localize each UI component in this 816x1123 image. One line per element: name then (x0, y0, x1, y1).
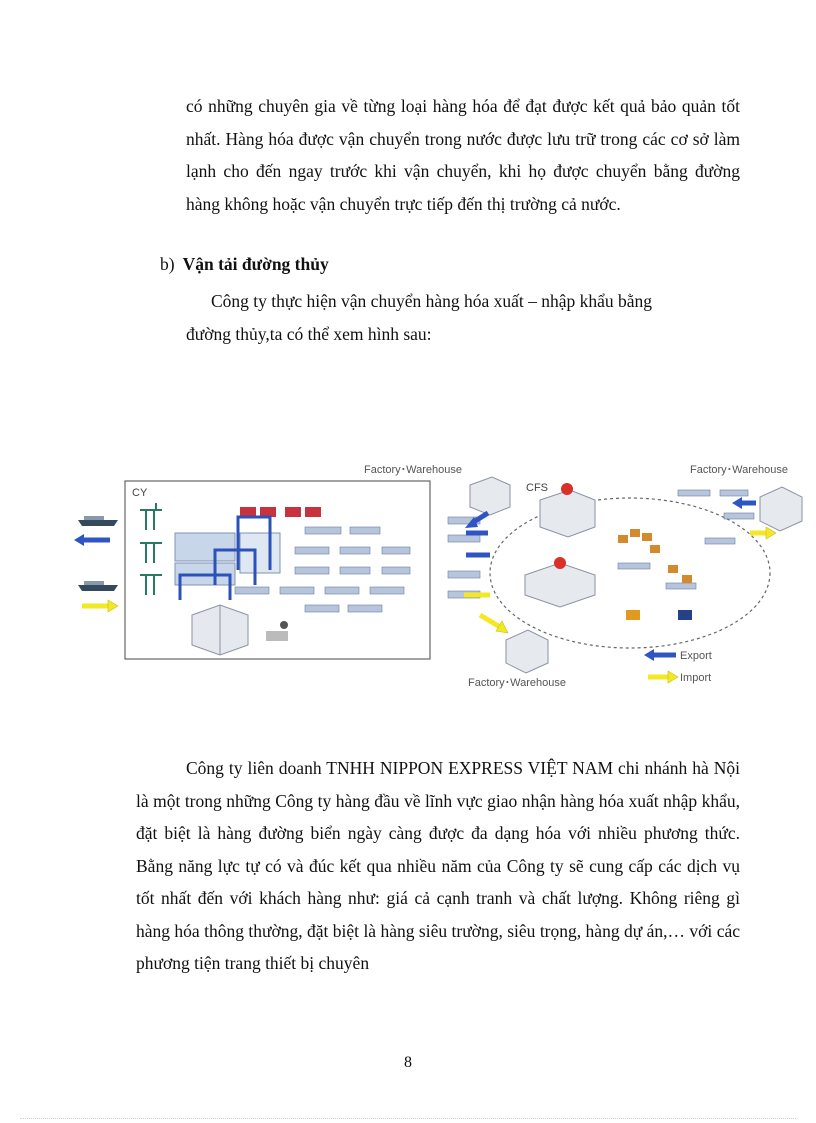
export-arrowhead-right (732, 497, 742, 509)
operator-icon (266, 621, 288, 641)
warehouse-label-top-left: Factory･Warehouse (364, 464, 463, 476)
section-title: Vận tải đường thủy (182, 254, 329, 274)
warehouse-label-bottom: Factory･Warehouse (468, 677, 567, 689)
export-arrowhead-left (74, 534, 84, 546)
paragraph-1: có những chuyên gia về từng loại hàng hóa để đạt được kết quả bảo quản tốt nhất. Hàng hóa được vận chuyển trong nước được lưu trữ trong các cơ sở làm lạnh cho đến ngay trước khi vận chuyển, khi họ được chuyển bằng đường hàng không hoặc vận chuyển trực tiếp đến thị trường cả nước. (186, 96, 740, 214)
legend-export-arrowhead (644, 649, 654, 661)
cargo-boxes-icon (618, 529, 692, 583)
quay-crane-icon-1 (140, 503, 162, 530)
import-arrowhead-left (108, 600, 118, 612)
warehouse-label-top-right: Factory･Warehouse (690, 464, 789, 476)
warehouse-icon-top-left (470, 477, 510, 515)
ship-icon-2 (78, 581, 118, 591)
paragraph-2 (186, 285, 706, 351)
quay-crane-icon-3 (140, 575, 162, 595)
page-number: 8 (404, 1054, 412, 1071)
quay-crane-icon-2 (140, 543, 162, 563)
logistics-diagram (70, 455, 810, 695)
page-bottom-rule (20, 1118, 796, 1119)
paragraph-2-line-2: đường thủy,ta có thể xem hình sau: (186, 324, 432, 344)
cfs-label: CFS (526, 482, 548, 494)
legend-import-label: Import (680, 672, 712, 684)
import-arrow-warehouse (480, 615, 500, 627)
paragraph-3-text: Công ty liên doanh TNHH NIPPON EXPRESS VIỆT NAM chi nhánh hà Nội là một trong những Công ty hàng đầu về lĩnh vực giao nhận hàng hóa xuất nhập khẩu, đặt biệt là hàng đường biển ngày càng được đa dạng hóa với nhiều phương thức. Bằng năng lực tự có và đúc kết qua nhiều năm của Công ty sẽ cung cấp các dịch vụ tốt nhất đến với khách hàng như: giá cả cạnh tranh và chất lượng. Không riêng gì hàng hóa thông thường, đặt biệt là hàng siêu trường, siêu trọng, hàng dự án,… với các phương tiện trang thiết bị chuyên (136, 758, 740, 973)
section-number: b) (160, 254, 175, 274)
section-heading (160, 254, 329, 275)
cy-label: CY (132, 487, 148, 499)
cfs-building-icon-2 (525, 557, 595, 607)
logistics-diagram-svg (70, 455, 810, 695)
cy-office-building-icon (192, 605, 248, 655)
legend-import-arrowhead (668, 671, 678, 683)
warehouse-icon-bottom (506, 630, 548, 673)
ship-icon-1 (78, 516, 118, 526)
paragraph-3 (136, 752, 740, 980)
forklift-icon (626, 610, 692, 620)
warehouse-icon-top-right (760, 487, 802, 531)
legend-export-label: Export (680, 650, 712, 662)
paragraph-2-line-1: Công ty thực hiện vận chuyển hàng hóa xuất – nhập khẩu bằng (211, 291, 653, 311)
cfs-building-icon-1 (540, 483, 595, 537)
